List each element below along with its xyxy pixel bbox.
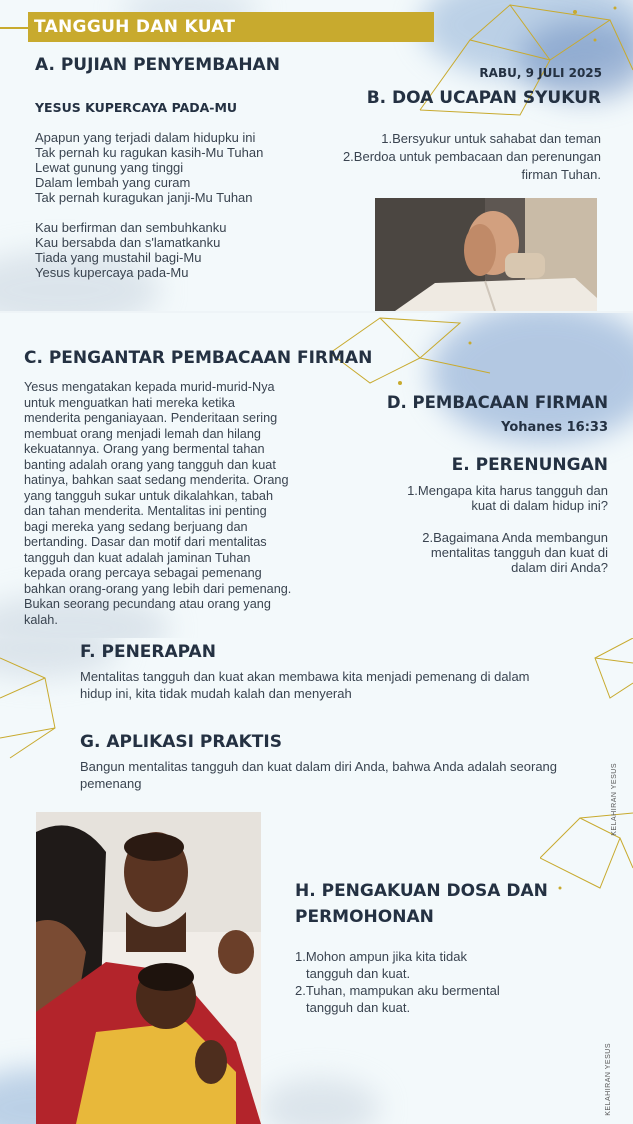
banner-line xyxy=(0,27,30,29)
lyric-line: Tiada yang mustahil bagi-Mu xyxy=(35,250,202,265)
song-title: YESUS KUPERCAYA PADA-MU xyxy=(35,100,238,115)
lyric-line: Tak pernah kuragukan janji-Mu Tuhan xyxy=(35,190,253,205)
watercolor-decor xyxy=(260,1078,380,1124)
banner-title: TANGGUH DAN KUAT xyxy=(34,17,236,37)
gold-geometric-decor xyxy=(540,808,633,898)
text-line: kekuatannya. Orang yang bermental tahan xyxy=(24,442,265,456)
praying-hands-photo xyxy=(375,198,597,311)
family-praying-photo xyxy=(36,812,261,1124)
song-verse-2 xyxy=(35,220,227,280)
section-a-title: A. PUJIAN PENYEMBAHAN xyxy=(35,55,280,75)
reading-intro-text xyxy=(24,380,291,628)
text-line: banting adalah orang yang tangguh dan kuat xyxy=(24,457,276,472)
section-f-title: F. PENERAPAN xyxy=(80,642,216,662)
lyric-line: Tak pernah ku ragukan kasih-Mu Tuhan xyxy=(35,145,264,160)
text-line: untuk menguatkan hati mereka ketika xyxy=(24,395,235,410)
section-h-title xyxy=(295,878,548,930)
item-line: 1.Mohon ampun jika kita tidak xyxy=(295,949,467,964)
credit-text-upper: KELAHIRAN YESUS xyxy=(611,763,618,836)
text-line: dan tahan menderita. Mentalitas ini penting xyxy=(24,504,267,518)
confession-list xyxy=(295,948,500,1016)
list-item: 2.Berdoa untuk pembacaan dan perenungan xyxy=(342,149,601,164)
scripture-reference: Yohanes 16:33 xyxy=(501,420,608,435)
text-line: bahkan orang-orang yang lebih dari pemenang. xyxy=(24,581,292,596)
panel-application xyxy=(0,638,633,1124)
panel-praise xyxy=(0,0,633,311)
question-line: 1.Mengapa kita harus tangguh dan xyxy=(407,483,608,498)
title-line: H. PENGAKUAN DOSA DAN xyxy=(295,881,548,901)
list-item xyxy=(295,948,500,982)
item-line: 2.Tuhan, mampukan aku bermental xyxy=(295,983,500,998)
text-line: hidup ini, kita tidak mudah kalah dan menyerah xyxy=(80,686,352,701)
section-d-title: D. PEMBACAAN FIRMAN xyxy=(386,393,608,412)
lyric-line: Dalam lembah yang curam xyxy=(35,175,191,190)
text-line: membuat orang menjadi lemah dan hilang xyxy=(24,426,261,441)
thanksgiving-list xyxy=(343,130,601,184)
section-c-title: C. PENGANTAR PEMBACAAN FIRMAN xyxy=(24,348,373,368)
text-line: bagi mereka yang sedang berjuang dan xyxy=(24,519,248,534)
text-line: pemenang xyxy=(80,776,142,791)
text-line: Mentalitas tangguh dan kuat akan membawa kita menjadi pemenang di dalam xyxy=(80,669,530,684)
list-item: firman Tuhan. xyxy=(521,167,601,182)
section-e-title: E. PERENUNGAN xyxy=(451,455,608,475)
gold-geometric-decor xyxy=(0,638,70,768)
text-line: Bangun mentalitas tangguh dan kuat dalam diri Anda, bahwa Anda adalah seorang xyxy=(80,759,558,774)
lyric-line: Lewat gunung yang tinggi xyxy=(35,160,184,175)
text-line: Yesus mengatakan kepada murid-murid-Nya xyxy=(24,380,275,394)
text-line: tangguh dan kuat adalah jaminan Tuhan xyxy=(24,550,251,565)
credit-text-lower: KELAHIRAN YESUS xyxy=(605,1043,612,1116)
section-b-title: B. DOA UCAPAN SYUKUR xyxy=(366,88,601,108)
item-line: tangguh dan kuat. xyxy=(306,966,411,981)
text-line: Bukan seorang pecundang atau orang yang xyxy=(24,597,271,611)
section-g-title: G. APLIKASI PRAKTIS xyxy=(80,732,282,752)
practical-application-text xyxy=(80,758,557,792)
lyric-line: Kau berfirman dan sembuhkanku xyxy=(35,220,227,235)
reflection-question-1 xyxy=(407,483,608,513)
text-line: yang tangguh sukar untuk dikalahkan, tabah xyxy=(24,488,273,503)
text-line: kepada orang percaya sebagai pemenang xyxy=(24,566,262,580)
list-item: 1.Bersyukur untuk sahabat dan teman xyxy=(381,131,601,146)
list-item xyxy=(295,982,500,1016)
application-text xyxy=(80,668,530,702)
lyric-line: Kau bersabda dan s'lamatkanku xyxy=(35,235,221,250)
song-verse-1 xyxy=(35,130,263,205)
praying-hands-illustration xyxy=(375,198,597,311)
reflection-question-2 xyxy=(422,530,608,575)
question-line: 2.Bagaimana Anda membangun xyxy=(422,530,608,545)
gold-geometric-decor xyxy=(580,638,633,708)
item-line: tangguh dan kuat. xyxy=(306,1000,411,1015)
title-line: PERMOHONAN xyxy=(295,907,434,927)
text-line: bertanding. Dasar dan motif dari mentalitas xyxy=(24,535,267,549)
text-line: hatinya, bahkan saat sedang menderita. Orang xyxy=(24,473,289,487)
question-line: kuat di dalam hidup ini? xyxy=(471,498,608,513)
question-line: mentalitas tangguh dan kuat di xyxy=(430,545,608,560)
family-praying-illustration xyxy=(36,812,261,1124)
text-line: menderita penganiayaan. Penderitaan sering xyxy=(24,411,278,425)
panel-reading xyxy=(0,313,633,638)
lyric-line: Apapun yang terjadi dalam hidupku ini xyxy=(35,130,256,145)
date-label: RABU, 9 JULI 2025 xyxy=(479,66,602,80)
text-line: kalah. xyxy=(24,612,58,627)
lyric-line: Yesus kupercaya pada-Mu xyxy=(35,265,189,280)
question-line: dalam diri Anda? xyxy=(511,560,608,575)
